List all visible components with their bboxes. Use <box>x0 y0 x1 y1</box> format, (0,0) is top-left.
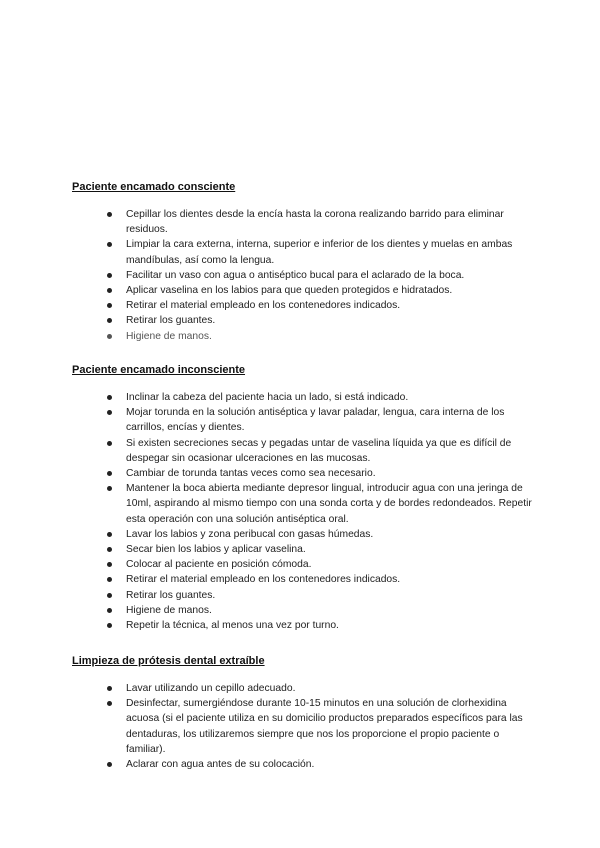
bullet-icon <box>107 608 112 613</box>
bullet-list <box>72 681 532 772</box>
list-item: Retirar el material empleado en los contenedores indicados. <box>126 572 532 587</box>
list-item: Retirar el material empleado en los contenedores indicados. <box>126 298 532 313</box>
bullet-icon <box>107 562 112 567</box>
section-heading: Limpieza de prótesis dental extraíble <box>72 655 265 667</box>
section-heading: Paciente encamado consciente <box>72 181 236 193</box>
bullet-list <box>72 390 532 633</box>
section-heading: Paciente encamado inconsciente <box>72 364 246 376</box>
list-item: Desinfectar, sumergiéndose durante 10-15 minutos en una solución de clorhexidina acuosa (si el paciente utiliza en su domicilio productos preparados específicos para las dentaduras, los utilizaremos siempre que nos los proporcione el propio paciente o familiar). <box>126 696 532 757</box>
bullet-icon <box>107 410 112 415</box>
bullet-icon <box>107 242 112 247</box>
list-item: Retirar los guantes. <box>126 588 532 603</box>
bullet-icon <box>107 471 112 476</box>
list-item: Colocar al paciente en posición cómoda. <box>126 557 532 572</box>
bullet-icon <box>107 701 112 706</box>
list-item: Higiene de manos. <box>126 603 532 618</box>
list-item: Cepillar los dientes desde la encía hasta la corona realizando barrido para eliminar residuos. <box>126 207 532 237</box>
bullet-icon <box>107 486 112 491</box>
bullet-icon <box>107 547 112 552</box>
list-item: Inclinar la cabeza del paciente hacia un lado, si está indicado. <box>126 390 532 405</box>
list-item: Lavar utilizando un cepillo adecuado. <box>126 681 532 696</box>
section-limpieza-protesis <box>72 654 532 772</box>
bullet-icon <box>107 686 112 691</box>
list-item: Aclarar con agua antes de su colocación. <box>126 757 532 772</box>
list-item: Cambiar de torunda tantas veces como sea necesario. <box>126 466 532 481</box>
list-item: Repetir la técnica, al menos una vez por turno. <box>126 618 532 633</box>
list-item: Lavar los labios y zona peribucal con gasas húmedas. <box>126 527 532 542</box>
bullet-list <box>72 207 532 344</box>
list-item: Higiene de manos. <box>126 329 532 344</box>
list-item: Facilitar un vaso con agua o antiséptico bucal para el aclarado de la boca. <box>126 268 532 283</box>
bullet-icon <box>107 395 112 400</box>
bullet-icon <box>107 303 112 308</box>
bullet-icon <box>107 334 112 339</box>
list-item: Retirar los guantes. <box>126 313 532 328</box>
bullet-icon <box>107 318 112 323</box>
section-paciente-consciente <box>72 180 532 344</box>
list-item: Aplicar vaselina en los labios para que queden protegidos e hidratados. <box>126 283 532 298</box>
bullet-icon <box>107 762 112 767</box>
bullet-icon <box>107 577 112 582</box>
list-item: Mantener la boca abierta mediante depresor lingual, introducir agua con una jeringa de 10ml, aspirando al mismo tiempo con una sonda corta y de bordes redondeados. Repetir esta operación con una solución antiséptica oral. <box>126 481 532 527</box>
list-item: Mojar torunda en la solución antiséptica y lavar paladar, lengua, cara interna de los carrillos, encías y dientes. <box>126 405 532 435</box>
list-item: Limpiar la cara externa, interna, superior e inferior de los dientes y muelas en ambas mandíbulas, así como la lengua. <box>126 237 532 267</box>
bullet-icon <box>107 623 112 628</box>
bullet-icon <box>107 532 112 537</box>
list-item: Secar bien los labios y aplicar vaselina. <box>126 542 532 557</box>
bullet-icon <box>107 593 112 598</box>
bullet-icon <box>107 273 112 278</box>
list-item: Si existen secreciones secas y pegadas untar de vaselina líquida ya que es difícil de despegar sin ocasionar ulceraciones en las mucosas. <box>126 436 532 466</box>
section-paciente-inconsciente <box>72 363 532 633</box>
bullet-icon <box>107 288 112 293</box>
bullet-icon <box>107 212 112 217</box>
bullet-icon <box>107 441 112 446</box>
